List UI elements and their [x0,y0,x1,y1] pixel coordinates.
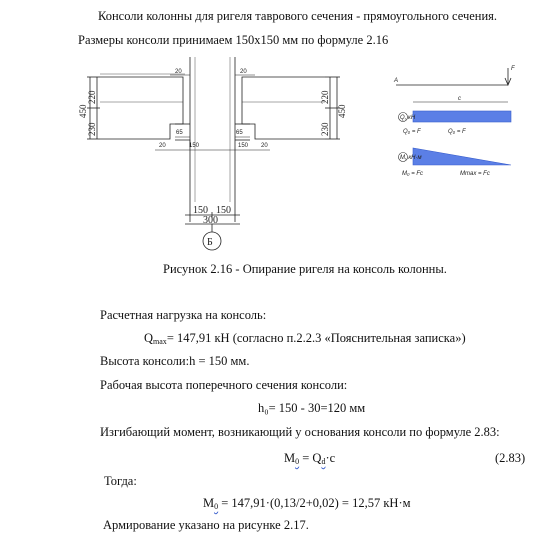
moment-calculation: $M_0 = 147,91\cdot(0,13/2+0,02) = 12,57$ кН·м [203,496,411,511]
length-c-label: c [458,96,461,102]
force-f-label: F [511,66,515,72]
q-left-label: Q₀ = F [403,129,421,135]
dim-base-150-b: 150 [216,205,231,216]
paragraph-working-height: Рабочая высота поперечного сечения консоли: [100,378,348,392]
paragraph-moment: Изгибающий момент, возникающий у основания консоли по формуле 2.83: [100,425,500,439]
heading-line-2: Размеры консоли принимаем 150х150 мм по формуле 2.16 [78,33,389,47]
dim-right-450: 450 [337,104,347,118]
dim-bottom-right-20: 20 [261,143,268,149]
dim-left-450: 450 [78,104,88,118]
dim-right-220: 220 [320,90,330,104]
figure-caption: Рисунок 2.16 - Опирание ригеля на консоль колонны. [163,262,447,276]
dim-bottom-left-150: 150 [189,143,200,149]
paragraph-then: Тогда: [104,474,137,488]
q-max-formula: $Q_{max}= 147,91$ кН (согласно п.2.2.3 «Пояснительная записка») [144,331,466,346]
m-axis-label: M, кН·м [400,155,422,161]
h0-formula: h₀= 150 - 30=120 мм [258,401,366,415]
dim-mid-right-65: 65 [236,130,243,136]
force-moment-diagram [378,58,518,178]
m-right-label: Mmax = Fc [460,171,490,177]
moment-diagram [413,148,511,165]
moment-formula: $M_0 = Q_d\cdot c$ [284,451,336,466]
dim-left-230: 230 [87,122,97,136]
dim-mid-left-65: 65 [176,130,183,136]
dim-top-right-20: 20 [240,69,247,75]
point-a-label: A [394,78,399,84]
dim-left-220: 220 [87,90,97,104]
dim-right-230: 230 [320,122,330,136]
section-mark-b: Б [207,237,213,248]
dim-bottom-left-20: 20 [159,143,166,149]
console-drawing [75,52,365,257]
q-axis-label: Q, кН [400,115,416,121]
equation-number: (2.83) [495,451,526,465]
dim-bottom-right-150: 150 [238,143,249,149]
heading-line-1: Консоли колонны для ригеля таврового сечения - прямоугольного сечения. [98,9,498,23]
paragraph-reinforcement: Армирование указано на рисунке 2.17. [103,518,309,532]
dim-base-150-a: 150 [193,205,208,216]
m-left-label: M₀ = Fc [402,171,424,177]
dim-top-left-20: 20 [175,69,182,75]
q-right-label: Q₀ = F [448,129,466,135]
dim-base-300: 300 [203,215,218,226]
paragraph-height: Высота консоли:h = 150 мм. [100,354,250,368]
shear-diagram [413,111,511,122]
paragraph-load: Расчетная нагрузка на консоль: [100,308,267,322]
